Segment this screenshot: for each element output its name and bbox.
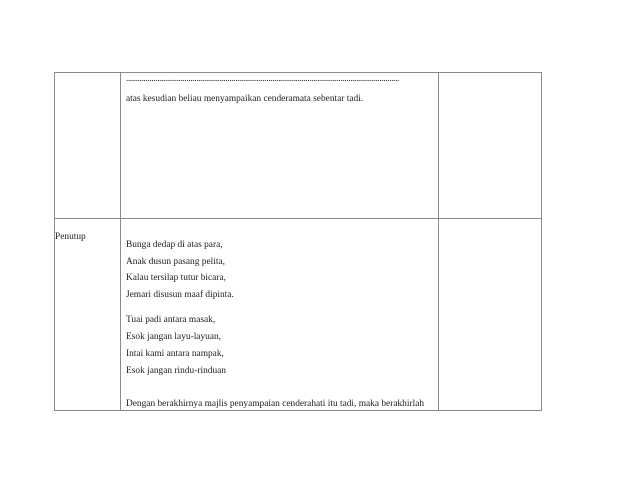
- pantun2-line-4: Esok jangan rindu-rinduan: [126, 366, 226, 376]
- pantun2-line-1: Tuai padi antara masak,: [126, 315, 216, 325]
- table-column-divider-1: [120, 72, 121, 411]
- pantun2-line-3: Intai kami antara nampak,: [126, 349, 224, 359]
- table-row-divider: [54, 218, 542, 219]
- closing-text: Dengan berakhirnya majlis penyampaian cenderahati itu tadi, maka berakhirlah: [126, 399, 425, 409]
- table-column-divider-2: [438, 72, 439, 411]
- document-table: [54, 72, 542, 410]
- table-border-right: [541, 72, 542, 411]
- pantun1-line-3: Kalau tersilap tutur bicara,: [126, 273, 226, 283]
- section-label-penutup: Penutup: [55, 232, 86, 242]
- pantun1-line-4: Jemari disusun maaf dipinta.: [126, 290, 234, 300]
- table-border-bottom: [54, 410, 542, 411]
- dotted-line: ............................................................................................................................................: [126, 73, 400, 83]
- pantun2-line-2: Esok jangan layu-layuan,: [126, 332, 222, 342]
- row1-text: atas kesudian beliau menyampaikan cenderamata sebentar tadi.: [126, 94, 364, 104]
- pantun1-line-2: Anak dusun pasang pelita,: [126, 257, 225, 267]
- pantun1-line-1: Bunga dedap di atas para,: [126, 240, 223, 250]
